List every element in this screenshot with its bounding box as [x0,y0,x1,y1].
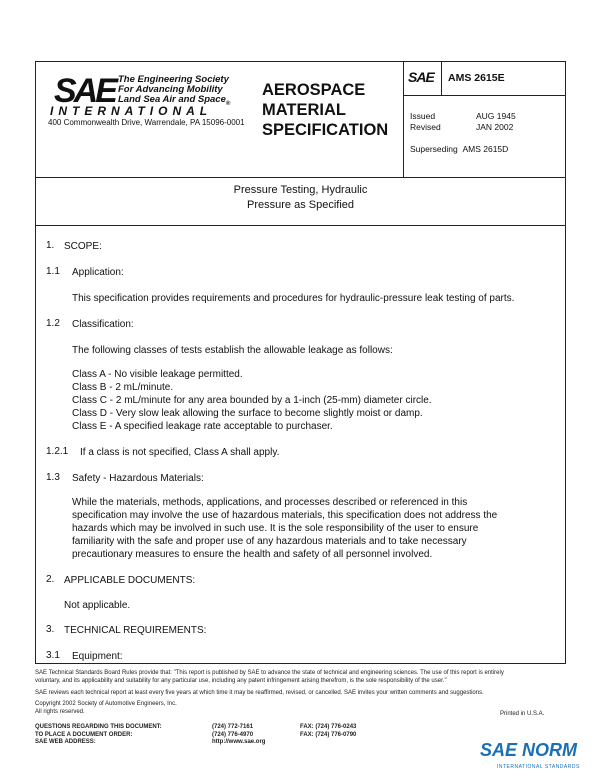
section-1-2-number: 1.2 [46,318,60,329]
section-1-1-number: 1.1 [46,266,60,277]
header-bottom-rule [36,177,565,178]
web-address-link[interactable]: http://www.sae.org [212,739,266,745]
section-1-3-title: Safety - Hazardous Materials: [72,473,204,484]
footer-copyright: Copyright 2002 Society of Automotive Engineers, Inc. All rights reserved. [35,701,177,715]
revised-row: Revised JAN 2002 [410,122,514,132]
document-title: Pressure Testing, Hydraulic Pressure as Specified [233,184,368,211]
issued-row: Issued AUG 1945 [410,111,516,121]
section-1-1-text: This specification provides requirements and procedures for hydraulic-pressure leak testing of parts. [72,293,515,304]
sae-norm-watermark: SAE NORM [480,740,578,760]
footer-contact-labels: QUESTIONS REGARDING THIS DOCUMENT: TO PLACE A DOCUMENT ORDER: SAE WEB ADDRESS: [35,724,162,745]
section-1-3-number: 1.3 [46,472,60,483]
section-3-number: 3. [46,624,55,635]
section-3-title: TECHNICAL REQUIREMENTS: [64,625,207,636]
list-item: Class D - Very slow leak allowing the surface to become slightly moist or damp. [72,408,423,419]
section-1-number: 1. [46,240,55,251]
list-item: Class A - No visible leakage permitted. [72,369,243,380]
section-2-title: APPLICABLE DOCUMENTS: [64,575,196,586]
ams-box-divider [403,95,565,96]
sae-norm-subtitle: INTERNATIONAL STANDARDS [497,764,580,770]
list-item: Class E - A specified leakage rate acceptable to purchaser. [72,421,333,432]
society-tagline: The Engineering Society For Advancing Mobility Land Sea Air and Space$_®$ [118,74,231,107]
ams-number: AMS 2615E [448,72,505,84]
class-list [72,368,432,433]
section-2-number: 2. [46,574,55,585]
section-1-2-1-number: 1.2.1 [46,446,69,457]
footer-review-note: SAE reviews each technical report at least every five years at which time it may be reaffirmed, revised, or cancelled. SAE invites your written comments and suggestions. [35,690,484,696]
section-1-1-title: Application: [72,267,124,278]
list-item: Class B - 2 mL/minute. [72,382,174,393]
superseding-row: Superseding AMS 2615D [410,144,509,154]
society-address: 400 Commonwealth Drive, Warrendale, PA 15096-0001 [48,118,245,127]
ams-logo-divider [441,62,442,95]
sae-small-logo: SAE [408,69,434,85]
footer-notice: SAE Technical Standards Board Rules provide that: "This report is published by SAE to advance the state of technical and engineering sciences. The use of this report is entirely voluntary, and its applicability and suitability for any particular use, including any patent infringement arising therefrom, is the sole responsibility of the user." [35,670,504,684]
footer-contact-faxes: FAX: (724) 776-0243 FAX: (724) 776-0790 [300,724,357,738]
footer-contact-phones: (724) 772-7161 (724) 776-4970 http://www.sae.org [212,724,266,745]
document-type: AEROSPACE MATERIAL SPECIFICATION [262,81,389,139]
section-1-2-title: Classification: [72,319,134,330]
section-3-1-title: Equipment: [72,651,123,662]
section-1-title: SCOPE: [64,241,102,252]
list-item: Class C - 2 mL/minute for any area bounded by a 1-inch (25-mm) diameter circle. [72,395,432,406]
section-1-3-paragraph: While the materials, methods, applications, and processes described or referenced in this specification may involve the use of hazardous materials, this specification does not address the hazards which may be involved in such use. It is the sole responsibility of the user to ensure familiarity with the safe and proper use of any hazardous materials and to take necessary precautionary measures to ensure the health and safety of all personnel involved. [72,497,498,560]
section-1-2-1-text: If a class is not specified, Class A shall apply. [80,447,280,458]
sae-logo: SAE [54,72,115,110]
section-1-2-text: The following classes of tests establish the allowable leakage as follows: [72,345,393,356]
header-divider [403,62,404,177]
footer-printed: Printed in U.S.A. [500,711,545,717]
title-bottom-rule [36,225,565,226]
international-wordmark: INTERNATIONAL [50,104,213,118]
section-2-text: Not applicable. [64,600,131,611]
section-3-1-number: 3.1 [46,650,60,661]
